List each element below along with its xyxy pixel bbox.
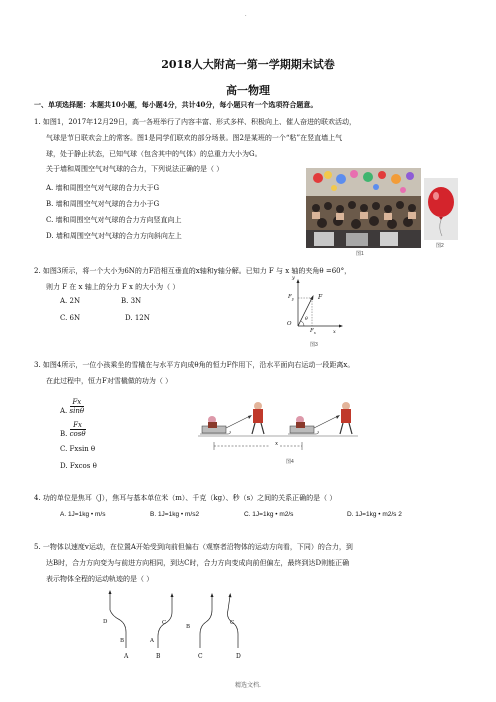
traj-b-point-c: C <box>162 620 167 626</box>
q3-line2: 在此过程中，恒力F对雪橇做的功为（ ） <box>46 377 173 385</box>
q3-option-d: D. Fxcos θ <box>60 462 97 470</box>
q4-option-c: C. 1J=1kg • m2/s <box>244 511 294 518</box>
q2-line1: 2. 如图3所示，将一个大小为6N的力F沿相互垂直的x轴和y轴分解。已知力 F 与 x 轴的夹角θ =60°， <box>34 267 352 275</box>
page-footer: 精选文档. <box>235 682 261 689</box>
q5-option-a-label: A <box>124 653 129 660</box>
exam-title: 2018人大附高一第一学期期末试卷 <box>161 58 335 71</box>
fig4-distance-label: x <box>275 441 279 447</box>
q2-line2: 则力 F 在 x 轴上的分力 F x 的大小为（ ） <box>46 283 180 291</box>
q2-option-b: B. 3N <box>121 297 142 305</box>
traj-c-point-b: B <box>186 624 191 630</box>
q1-line4: 关于墙和周围空气对气球的合力，下列说法正确的是（ ） <box>46 165 224 173</box>
q4-option-a: A. 1J=1kg • m/s <box>60 511 106 518</box>
fig3-label-fy-main: F <box>288 294 292 300</box>
fig3-label-fy <box>288 294 294 301</box>
fig3-label-fy-sub: y <box>291 297 294 302</box>
fig3-label-theta: θ <box>305 317 308 322</box>
q5-line2: 达B时，合力方向变为与前进方向相同，到达C时，合力方向变成向前但偏左，最终到达D则能正确 <box>46 559 350 567</box>
q1-line1: 1. 如图1，2017年12月29日，高一各班举行了内容丰富、形式多样、积极向上、催人奋进的联欢活动， <box>34 118 356 126</box>
q5-option-c-label: C <box>198 653 203 660</box>
q1-option-d: D. 墙和周围空气对气球的合力方向斜向左上 <box>46 232 182 240</box>
figure-2-balloon-photo <box>424 178 458 240</box>
q4-line1: 4. 功的单位是焦耳（J），焦耳与基本单位米（m）、千克（kg）、秒（s）之间的关系正确的是（ ） <box>34 494 337 502</box>
q3-option-a-fraction <box>70 398 85 415</box>
q3-option-b-prefix: B. <box>60 430 68 438</box>
traj-a-point-d: D <box>103 619 108 625</box>
balloon-icon <box>424 178 458 240</box>
q2-option-c: C. 6N <box>60 314 81 322</box>
figure-3-force-diagram <box>282 276 348 346</box>
q4-option-b: B. 1J=1kg • m/s2 <box>150 511 200 518</box>
q1-option-b: B. 墙和周围空气对气球的合力小于G <box>46 200 160 208</box>
q5-option-b-label: B <box>156 653 161 660</box>
fig3-label-fx <box>310 328 316 335</box>
sled-right-icon <box>288 402 352 434</box>
fig3-label-y: y <box>292 275 295 281</box>
figure-2-caption: 图2 <box>436 243 444 249</box>
q4-option-d: D. 1J=1kg • m2/s 2 <box>347 511 402 518</box>
q2-option-a: A. 2N <box>60 297 81 305</box>
q3-option-b-denominator: cosθ <box>69 430 86 438</box>
figure-4-caption: 图4 <box>286 459 294 465</box>
traj-a-point-b: B <box>120 638 125 644</box>
q5-line1: 5. 一物体以速度v运动，在位置A开始受到向前但偏右（观察者沿物体的运动方向看，下同）的合力，到 <box>34 543 353 551</box>
q3-option-a <box>60 398 84 416</box>
sled-left-icon <box>200 402 264 434</box>
q1-line3: 球，处于静止状态，已知气球（包含其中的气体）的总重力大小为G。 <box>46 150 262 158</box>
fig3-label-x: x <box>333 329 336 335</box>
figure-3-caption: 图3 <box>310 342 318 348</box>
trajectory-c-icon <box>200 593 214 648</box>
q3-option-a-numerator: Fx <box>70 398 85 407</box>
q1-option-c: C. 墙和周围空气对气球的合力方向竖直向上 <box>46 216 182 224</box>
figure-1-classroom-photo <box>306 168 421 248</box>
q3-line1: 3. 如图4所示，一位小孩乘坐的雪橇在与水平方向成θ角的恒力F作用下，沿水平面向右运动一段距离x。 <box>34 361 355 369</box>
q1-line2: 气球是节日联欢会上的常客。图1是同学们联欢的部分场景。图2是某班的一个“粘”在竖直墙上气 <box>46 134 343 142</box>
section-heading: 一、单项选择题：本题共10小题，每小题4分，共计40分，每小题只有一个选项符合题意。 <box>34 100 318 109</box>
fig3-label-o: O <box>287 321 292 327</box>
q5-option-d-label: D <box>236 653 241 660</box>
q5-line3: 表示物体全程的运动轨迹的是（ ） <box>46 575 154 583</box>
traj-d-point-c: C <box>230 620 235 626</box>
q3-option-a-prefix: A. <box>60 407 68 415</box>
fig3-label-fx-main: F <box>310 328 314 334</box>
q2-option-d: D. 12N <box>125 314 150 322</box>
q3-option-b-numerator: Fx <box>70 421 86 430</box>
classroom-photo-image <box>306 168 421 248</box>
fig3-label-f: F <box>318 294 323 301</box>
traj-b-point-a: A <box>150 638 154 644</box>
q3-option-c: C. Fxsin θ <box>60 445 96 453</box>
fig3-label-fx-sub: x <box>313 331 316 336</box>
top-mark: . <box>245 12 247 18</box>
figure-1-caption: 图1 <box>356 251 364 257</box>
q1-option-a: A. 墙和周围空气对气球的合力大于G <box>46 184 160 192</box>
exam-subtitle: 高一物理 <box>226 84 270 97</box>
q3-option-a-denominator: sinθ <box>69 407 85 415</box>
q3-option-b <box>60 421 86 439</box>
q3-option-b-fraction <box>70 421 86 438</box>
